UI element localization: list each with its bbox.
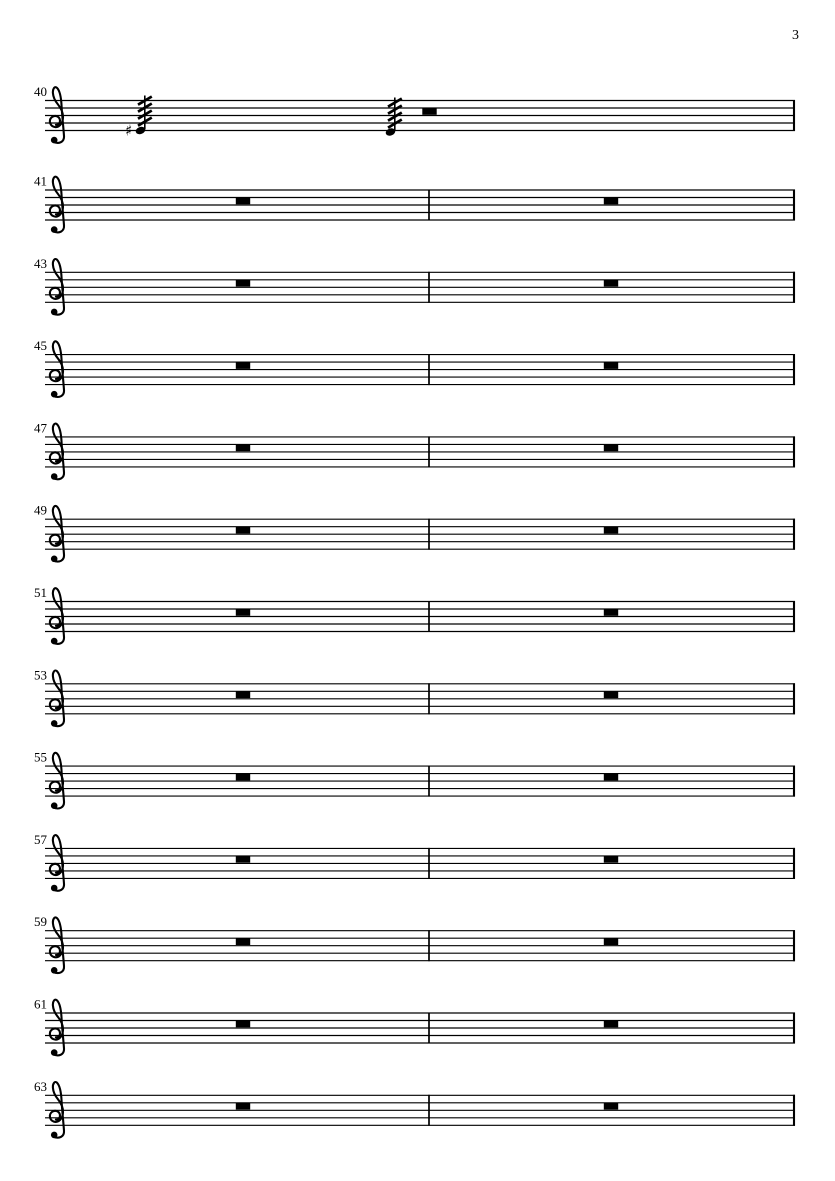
treble-clef-blob bbox=[51, 720, 58, 727]
whole-rest bbox=[604, 609, 618, 616]
whole-rest bbox=[604, 527, 618, 534]
staff-system-41 bbox=[34, 174, 795, 233]
measure-number: 43 bbox=[34, 255, 47, 271]
treble-clef-blob bbox=[51, 885, 58, 892]
staff-system-59 bbox=[34, 914, 795, 973]
treble-clef-blob bbox=[51, 473, 58, 480]
treble-clef-blob bbox=[51, 391, 58, 398]
sharp-icon: ♯ bbox=[125, 121, 133, 140]
whole-rest bbox=[236, 362, 250, 369]
measure-number: 47 bbox=[34, 420, 47, 436]
staff-system-47 bbox=[34, 420, 795, 479]
measure-number: 41 bbox=[34, 173, 47, 189]
tremolo-note bbox=[385, 98, 402, 138]
measure-number: 40 bbox=[34, 84, 47, 99]
whole-rest bbox=[236, 938, 250, 945]
whole-rest bbox=[604, 198, 618, 205]
staff-system-61 bbox=[34, 997, 795, 1056]
whole-rest bbox=[604, 280, 618, 287]
staff-system-49 bbox=[34, 503, 795, 562]
treble-clef-blob bbox=[51, 137, 58, 144]
measure-number: 57 bbox=[34, 831, 47, 847]
measure-number: 45 bbox=[34, 338, 47, 354]
whole-rest bbox=[422, 108, 436, 115]
treble-clef-blob bbox=[51, 1132, 58, 1139]
measure-number: 61 bbox=[34, 996, 47, 1012]
whole-rest bbox=[604, 1103, 618, 1110]
staff-system-55 bbox=[34, 750, 795, 809]
treble-clef-blob bbox=[51, 556, 58, 563]
whole-rest bbox=[236, 609, 250, 616]
whole-rest bbox=[604, 445, 618, 452]
measure-number: 59 bbox=[34, 914, 47, 930]
measure-number: 55 bbox=[34, 749, 47, 765]
whole-rest bbox=[604, 856, 618, 863]
treble-clef-blob bbox=[51, 802, 58, 809]
whole-rest bbox=[604, 692, 618, 699]
tremolo-note bbox=[125, 96, 152, 140]
measure-number: 51 bbox=[34, 585, 47, 600]
staff-system-63 bbox=[34, 1079, 795, 1138]
whole-rest bbox=[236, 280, 250, 287]
staff-system-51 bbox=[34, 585, 795, 644]
staff-system-45 bbox=[34, 338, 795, 397]
whole-rest bbox=[236, 692, 250, 699]
whole-rest bbox=[604, 774, 618, 781]
whole-rest bbox=[236, 445, 250, 452]
treble-clef-blob bbox=[51, 309, 58, 316]
whole-rest bbox=[604, 362, 618, 369]
staff-system-53 bbox=[34, 667, 795, 726]
measure-number: 49 bbox=[34, 502, 47, 518]
whole-rest bbox=[604, 938, 618, 945]
whole-rest bbox=[236, 1103, 250, 1110]
whole-rest bbox=[236, 774, 250, 781]
page-number: 3 bbox=[792, 28, 799, 43]
whole-rest bbox=[236, 198, 250, 205]
measure-number: 63 bbox=[34, 1078, 47, 1094]
treble-clef-blob bbox=[51, 226, 58, 233]
treble-clef-blob bbox=[51, 967, 58, 974]
whole-rest bbox=[236, 856, 250, 863]
whole-rest bbox=[604, 1021, 618, 1028]
measure-number: 53 bbox=[34, 667, 47, 683]
staff-system-40 bbox=[34, 84, 795, 143]
whole-rest bbox=[236, 527, 250, 534]
whole-rest bbox=[236, 1021, 250, 1028]
staff-system-43 bbox=[34, 256, 795, 315]
treble-clef-blob bbox=[51, 1049, 58, 1056]
staff-system-57 bbox=[34, 832, 795, 891]
treble-clef-blob bbox=[51, 638, 58, 645]
